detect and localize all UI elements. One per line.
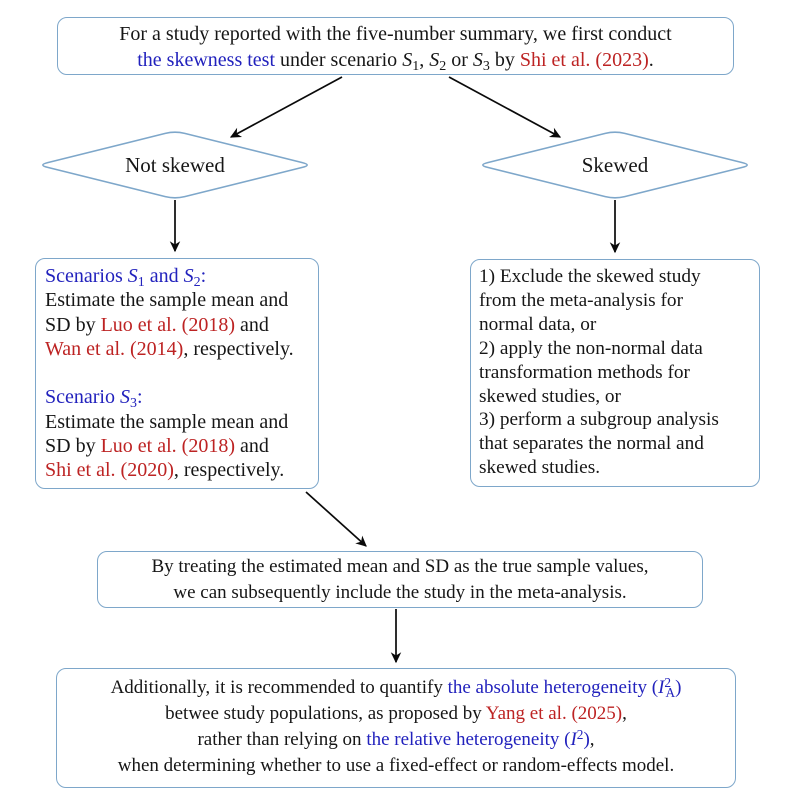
not-skewed-label: Not skewed <box>125 153 225 177</box>
text-segment: 1 <box>137 274 145 290</box>
text-segment: normal data, or <box>479 313 597 335</box>
text-segment: Yang et al. (2025) <box>485 703 623 724</box>
text-segment: I <box>658 677 665 698</box>
text-segment: S <box>429 49 440 71</box>
left-box-line <box>45 337 309 361</box>
top-box-line <box>58 47 733 73</box>
text-segment: . <box>648 49 654 71</box>
text-segment: the relative heterogeneity ( <box>366 729 571 750</box>
arrow-top-to-not-skewed <box>231 77 342 137</box>
top-box-line <box>58 21 733 47</box>
text-segment: ) <box>583 729 590 750</box>
text-segment: the skewness test <box>137 49 276 71</box>
text-segment: and <box>144 265 184 287</box>
text-segment: 2 <box>576 727 584 743</box>
text-segment: skewed studies, or <box>479 385 621 407</box>
bottom-box-line <box>57 701 735 727</box>
text-segment: Scenario <box>45 386 120 409</box>
text-segment: : <box>136 386 143 409</box>
text-segment: A <box>665 684 676 700</box>
text-segment: betwee study populations, as proposed by <box>165 703 486 724</box>
text-segment: 1) Exclude the skewed study <box>479 266 701 287</box>
text-segment: ) <box>675 677 682 698</box>
bottom-box-line <box>57 753 735 779</box>
text-segment: Wan et al. (2014) <box>45 337 184 360</box>
right-box-line <box>479 456 751 480</box>
text-segment: S <box>472 49 483 71</box>
text-segment: , respectively. <box>173 459 285 482</box>
text-segment: : <box>200 265 207 287</box>
text-segment: rather than relying on <box>197 729 367 750</box>
text-segment: by <box>489 49 520 71</box>
text-segment: Estimate the sample mean and <box>45 289 289 312</box>
text-segment: 2 <box>439 58 447 74</box>
right-box-line <box>479 313 751 337</box>
text-segment: from the meta-analysis for <box>479 289 683 311</box>
text-segment: 3) perform a subgroup analysis <box>479 409 719 431</box>
left-box-line <box>45 385 309 412</box>
text-segment: S <box>127 265 138 287</box>
arrow-top-to-skewed <box>449 77 560 137</box>
left-box-line <box>45 434 309 458</box>
text-segment: , <box>622 703 627 724</box>
text-segment: Estimate the sample mean and <box>45 410 289 433</box>
text-segment: Luo et al. (2018) <box>100 313 235 336</box>
left-box-line <box>45 361 309 385</box>
text-segment: 3 <box>129 396 137 412</box>
text-segment: 2 <box>193 274 201 290</box>
text-segment: the absolute heterogeneity ( <box>447 677 659 698</box>
text-segment: 2 <box>664 675 672 691</box>
text-segment: we can subsequently include the study in the meta-analysis. <box>173 582 627 603</box>
text-segment: S <box>183 265 194 287</box>
right-box-line <box>479 337 751 361</box>
text-segment: Luo et al. (2018) <box>100 435 235 458</box>
arrow-left-box-to-middle-box <box>306 492 366 546</box>
text-segment: , respectively. <box>183 337 294 360</box>
text-segment: , <box>419 49 430 71</box>
text-segment: or <box>446 49 473 71</box>
left-box-line <box>45 288 309 312</box>
text-segment: Shi et al. (2020) <box>45 459 174 482</box>
left-box-line <box>45 410 309 434</box>
right-box-line <box>479 265 751 289</box>
text-segment: under scenario <box>275 49 403 71</box>
text-segment: Scenarios <box>45 265 128 287</box>
text-segment: Additionally, it is recommended to quantify <box>110 677 448 698</box>
middle-box-line <box>98 554 702 580</box>
text-segment: S <box>402 49 413 71</box>
text-segment: Shi et al. (2023) <box>519 49 649 71</box>
left-box-line <box>45 458 309 482</box>
text-segment: that separates the normal and <box>479 433 704 455</box>
text-segment: when determining whether to use a fixed-effect or random-effects model. <box>117 755 675 776</box>
text-segment: and <box>234 435 269 458</box>
text-segment: S <box>119 386 130 409</box>
right-box-line <box>479 361 751 385</box>
right-box-line <box>479 385 751 409</box>
skewed-label: Skewed <box>581 153 649 177</box>
text-segment: SD by <box>45 435 101 458</box>
left-box-line <box>45 264 309 288</box>
right-box-line <box>479 408 751 432</box>
include-study-box <box>97 551 703 608</box>
right-box-line <box>479 289 751 313</box>
text-segment: , <box>589 729 595 750</box>
text-segment: By treating the estimated mean and SD as the true sample values, <box>151 556 649 577</box>
text-segment: 3 <box>482 58 490 74</box>
skewed-branch-box <box>470 259 760 487</box>
text-segment: SD by <box>45 313 101 336</box>
top-box <box>57 17 734 75</box>
left-box-line <box>45 313 309 337</box>
right-box-line <box>479 432 751 456</box>
middle-box-line <box>98 580 702 606</box>
text-segment: 1 <box>412 58 420 74</box>
text-segment: skewed studies. <box>479 457 601 479</box>
text-segment: and <box>234 313 269 336</box>
not-skewed-branch-box <box>35 258 319 489</box>
text-segment: I <box>570 729 577 750</box>
bottom-box-line <box>57 727 735 753</box>
bottom-box-line <box>57 675 735 701</box>
text-segment: For a study reported with the five-number summary, we first conduct <box>119 23 672 45</box>
text-segment: 2) apply the non-normal data <box>479 337 703 359</box>
text-segment: transformation methods for <box>479 361 690 383</box>
heterogeneity-recommendation-box <box>56 668 736 788</box>
